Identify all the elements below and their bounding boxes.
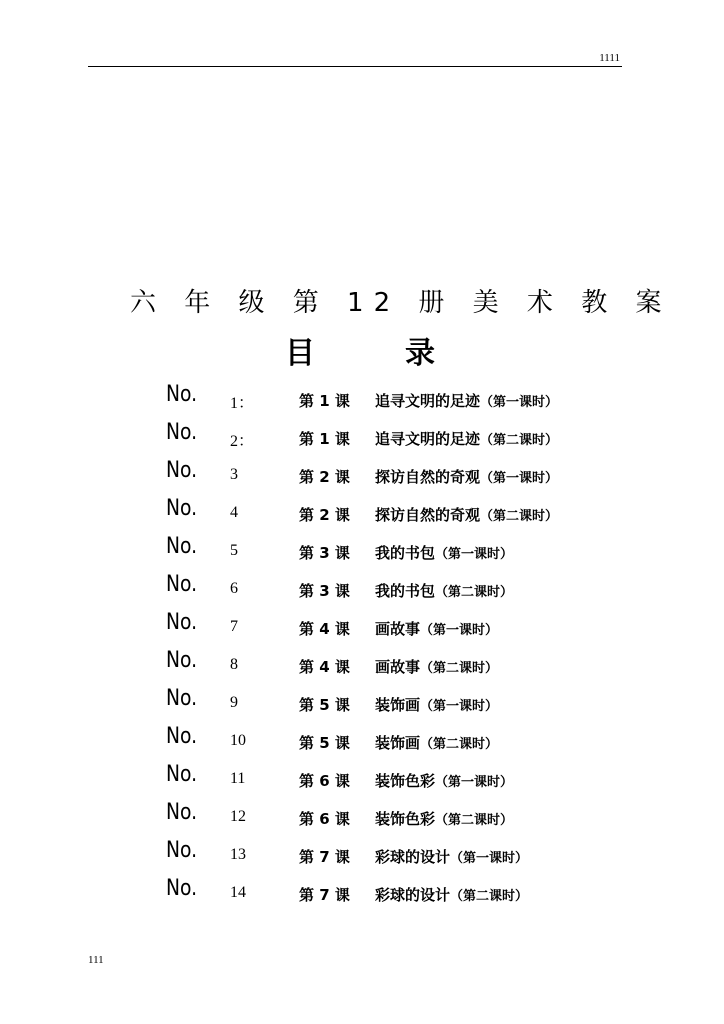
header-rule	[88, 66, 622, 67]
toc-heading-right: 录	[405, 336, 435, 371]
entry-number: 3	[230, 466, 238, 483]
entry-title: 装饰画（第二课时）	[375, 734, 499, 752]
entry-lesson: 第 6 课	[299, 772, 350, 790]
entry-no-label: No.	[166, 458, 198, 483]
entry-number: 12	[230, 808, 246, 825]
footer-page-number: 111	[88, 954, 104, 966]
toc-entry[interactable]	[0, 568, 724, 606]
entry-number: 5	[230, 542, 238, 559]
toc-entry[interactable]	[0, 758, 724, 796]
entry-no-label: No.	[166, 610, 198, 635]
entry-lesson: 第 3 课	[299, 544, 350, 562]
entry-no-label: No.	[166, 382, 198, 407]
toc-entry[interactable]	[0, 606, 724, 644]
entry-lesson: 第 1 课	[299, 430, 350, 448]
entry-no-label: No.	[166, 648, 198, 673]
entry-title: 我的书包（第一课时）	[375, 544, 514, 562]
entry-title: 探访自然的奇观（第一课时）	[375, 468, 559, 486]
entry-title: 彩球的设计（第一课时）	[375, 848, 529, 866]
entry-lesson: 第 2 课	[299, 468, 350, 486]
entry-title: 探访自然的奇观（第二课时）	[375, 506, 559, 524]
entry-title: 我的书包（第二课时）	[375, 582, 514, 600]
entry-note: （第二课时）	[435, 813, 514, 828]
entry-note: （第二课时）	[480, 433, 559, 448]
entry-title: 装饰色彩（第一课时）	[375, 772, 514, 790]
entry-no-label: No.	[166, 876, 198, 901]
entry-lesson: 第 6 课	[299, 810, 350, 828]
toc-heading	[285, 328, 435, 372]
entry-no-label: No.	[166, 686, 198, 711]
entry-number: 9	[230, 694, 238, 711]
entry-note: （第一课时）	[435, 547, 514, 562]
toc-entry[interactable]	[0, 644, 724, 682]
entry-lesson: 第 1 课	[299, 392, 350, 410]
entry-no-label: No.	[166, 420, 198, 445]
entry-note: （第一课时）	[420, 623, 499, 638]
entry-lesson: 第 4 课	[299, 620, 350, 638]
entry-number: 2：	[230, 433, 255, 450]
entry-note: （第二课时）	[480, 509, 559, 524]
entry-note: （第一课时）	[480, 395, 559, 410]
entry-note: （第一课时）	[480, 471, 559, 486]
entry-lesson: 第 2 课	[299, 506, 350, 524]
entry-number: 11	[230, 770, 246, 787]
entry-title: 追寻文明的足迹（第二课时）	[375, 430, 559, 448]
entry-no-label: No.	[166, 838, 198, 863]
entry-number: 4	[230, 504, 238, 521]
entry-number: 7	[230, 618, 238, 635]
entry-no-label: No.	[166, 724, 198, 749]
entry-title: 追寻文明的足迹（第一课时）	[375, 392, 559, 410]
entry-note: （第一课时）	[450, 851, 529, 866]
entry-title: 彩球的设计（第二课时）	[375, 886, 529, 904]
entry-note: （第二课时）	[435, 585, 514, 600]
toc-heading-left: 目	[285, 336, 315, 371]
entry-no-label: No.	[166, 800, 198, 825]
toc-entry[interactable]	[0, 492, 724, 530]
entry-number: 8	[230, 656, 238, 673]
entry-note: （第二课时）	[420, 661, 499, 676]
entry-note: （第一课时）	[435, 775, 514, 790]
entry-no-label: No.	[166, 762, 198, 787]
entry-lesson: 第 7 课	[299, 886, 350, 904]
entry-number: 1：	[230, 395, 255, 412]
entry-title: 装饰色彩（第二课时）	[375, 810, 514, 828]
toc-entry[interactable]	[0, 834, 724, 872]
document-title: 六 年 级 第 12 册 美 术 教 案	[130, 288, 672, 318]
toc-entry[interactable]	[0, 872, 724, 910]
toc-entry[interactable]	[0, 796, 724, 834]
entry-note: （第二课时）	[420, 737, 499, 752]
entry-number: 6	[230, 580, 238, 597]
entry-title: 装饰画（第一课时）	[375, 696, 499, 714]
entry-number: 10	[230, 732, 246, 749]
entry-no-label: No.	[166, 534, 198, 559]
entry-no-label: No.	[166, 572, 198, 597]
entry-lesson: 第 5 课	[299, 696, 350, 714]
entry-title: 画故事（第一课时）	[375, 620, 499, 638]
entry-lesson: 第 5 课	[299, 734, 350, 752]
entry-number: 13	[230, 846, 246, 863]
entry-note: （第二课时）	[450, 889, 529, 904]
entry-lesson: 第 4 课	[299, 658, 350, 676]
entry-title: 画故事（第二课时）	[375, 658, 499, 676]
entry-lesson: 第 7 课	[299, 848, 350, 866]
entry-number: 14	[230, 884, 246, 901]
toc-entry[interactable]	[0, 682, 724, 720]
toc-entry[interactable]	[0, 378, 724, 416]
toc-entry[interactable]	[0, 530, 724, 568]
header-page-number: 1111	[599, 52, 620, 64]
entry-no-label: No.	[166, 496, 198, 521]
toc-entry[interactable]	[0, 720, 724, 758]
toc-entry[interactable]	[0, 416, 724, 454]
entry-note: （第一课时）	[420, 699, 499, 714]
toc-entry[interactable]	[0, 454, 724, 492]
entry-lesson: 第 3 课	[299, 582, 350, 600]
